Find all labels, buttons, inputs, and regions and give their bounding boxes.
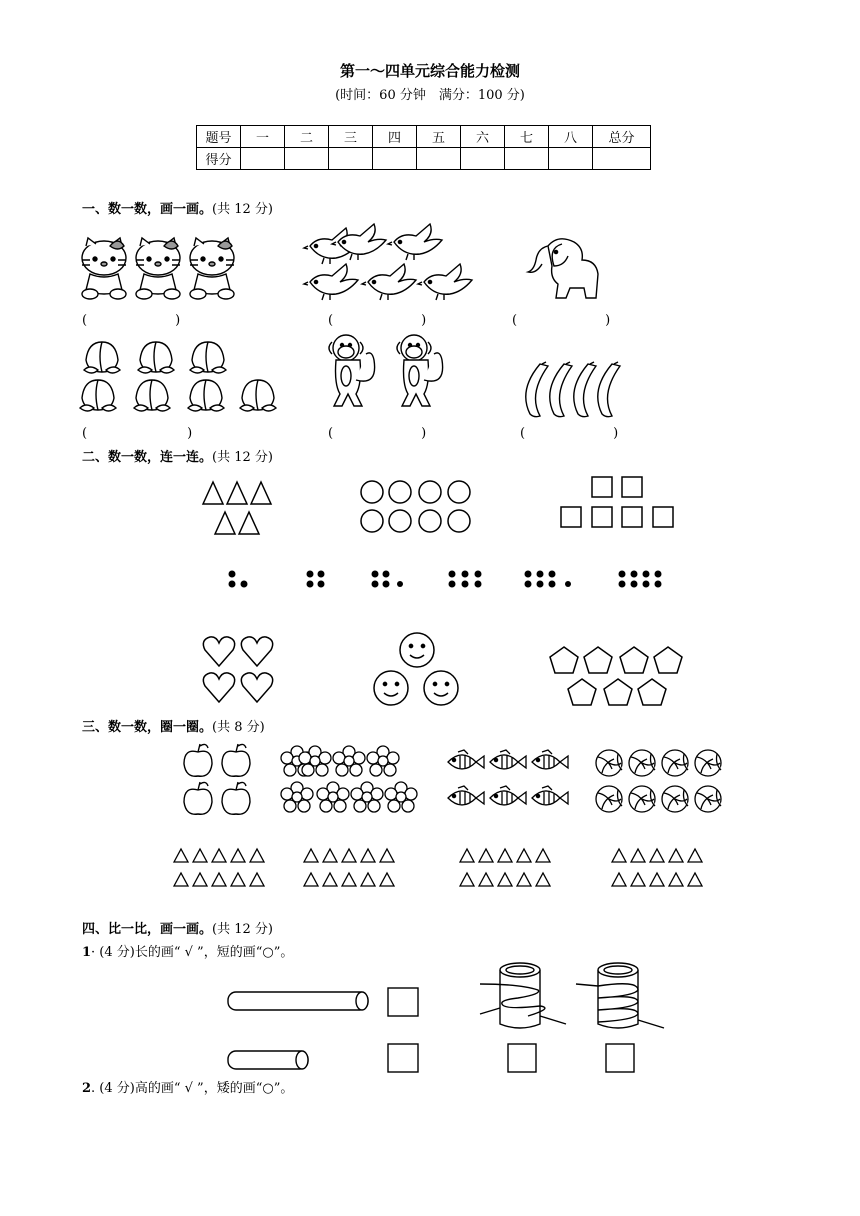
paren-close: ) — [421, 426, 427, 441]
compare-figures — [220, 958, 680, 1076]
triangle-shape — [239, 512, 259, 534]
answer-blank[interactable] — [512, 313, 610, 328]
banana-group — [524, 362, 640, 418]
heart-shape — [203, 673, 234, 702]
volleyball-icon — [596, 786, 622, 812]
paren-open: ( — [328, 313, 334, 328]
triangle-row[interactable] — [304, 873, 394, 886]
section-2-heading — [82, 446, 273, 465]
spool-few-turns-icon — [480, 963, 566, 1028]
section-3-heading — [82, 716, 265, 735]
circle-shape — [448, 510, 470, 532]
paren-open: ( — [328, 426, 334, 441]
flower-icon — [351, 782, 383, 812]
section-1-points: (共 12 分) — [212, 202, 273, 217]
answer-box[interactable] — [388, 1044, 418, 1072]
volleyball-icon — [596, 750, 622, 776]
volleyball-icon — [662, 786, 688, 812]
heart-group — [202, 634, 278, 710]
section-3-points: (共 8 分) — [212, 720, 265, 735]
apple-group — [180, 742, 260, 816]
fish-icon — [448, 786, 484, 805]
square-shape — [622, 507, 642, 527]
score-input-cell[interactable] — [461, 148, 505, 170]
fish-icon — [532, 750, 568, 769]
section-4-heading — [82, 918, 273, 937]
score-input-cell[interactable] — [373, 148, 417, 170]
dot-card-7[interactable] — [525, 571, 572, 588]
apple-icon — [184, 782, 212, 814]
pentagon-shape — [550, 647, 578, 673]
monkey-icon — [329, 335, 375, 406]
smiley-face-icon — [400, 633, 434, 667]
dot-cards[interactable] — [220, 564, 680, 594]
pentagon-shape — [654, 647, 682, 673]
pentagon-shape — [620, 647, 648, 673]
paren-close: ) — [421, 313, 427, 328]
fish-icon — [490, 750, 526, 769]
peach-group — [80, 334, 290, 420]
score-cell: 六 — [461, 126, 505, 148]
paren-open: ( — [82, 426, 88, 441]
page-title: 第一～四单元综合能力检测 — [339, 62, 520, 80]
volleyball-icon — [662, 750, 688, 776]
long-rod-icon — [228, 992, 368, 1010]
triangle-row[interactable] — [612, 873, 702, 886]
bird-icon — [388, 224, 442, 260]
answer-box[interactable] — [508, 1044, 536, 1072]
section-4-points: (共 12 分) — [212, 922, 273, 937]
banana-icon — [526, 362, 548, 417]
circle-shape — [419, 481, 441, 503]
paren-close: ) — [175, 313, 181, 328]
question-text: · (4 分)长的画“ √ ”，短的画“○”。 — [91, 945, 294, 960]
circle-shape — [361, 510, 383, 532]
bird-icon — [304, 264, 358, 300]
page-subtitle: (时间：60 分钟 满分：100 分) — [335, 88, 525, 103]
paren-close: ) — [187, 426, 193, 441]
fish-icon — [448, 750, 484, 769]
bird-group — [306, 226, 476, 302]
spool-many-turns-icon — [576, 963, 664, 1028]
question-number: 2 — [82, 1081, 92, 1096]
fish-icon — [532, 786, 568, 805]
score-table-score-row — [197, 148, 651, 170]
hello-kitty-group — [80, 236, 240, 304]
apple-icon — [222, 782, 250, 814]
volleyball-icon — [695, 750, 721, 776]
section-4-title: 四、比一比，画一画。 — [82, 922, 213, 937]
triangle-row[interactable] — [612, 849, 702, 862]
dot-card-8[interactable] — [619, 571, 662, 588]
score-cell: 一 — [241, 126, 285, 148]
short-rod-icon — [228, 1051, 308, 1069]
volleyball-group — [594, 748, 726, 816]
answer-blank[interactable] — [82, 426, 192, 441]
score-input-cell[interactable] — [329, 148, 373, 170]
section-1-title: 一、数一数，画一画。 — [82, 202, 213, 217]
dot-card-2[interactable] — [229, 571, 248, 588]
pentagon-shape — [584, 647, 612, 673]
answer-blank[interactable] — [328, 426, 426, 441]
peach-icon — [134, 380, 170, 411]
score-table-header-row — [197, 126, 651, 148]
hello-kitty-icon — [190, 238, 234, 299]
smiley-face-icon — [374, 671, 408, 705]
triangle-shape — [227, 482, 247, 504]
fish-icon — [490, 786, 526, 805]
bird-icon — [362, 264, 416, 300]
score-input-cell[interactable] — [285, 148, 329, 170]
pentagon-group — [548, 644, 690, 710]
hello-kitty-icon — [136, 238, 180, 299]
heart-shape — [203, 637, 234, 666]
score-cell: 题号 — [197, 126, 241, 148]
smiley-group — [372, 630, 462, 710]
heart-shape — [241, 637, 272, 666]
score-input-cell[interactable] — [549, 148, 593, 170]
flower-icon — [385, 782, 417, 812]
answer-box[interactable] — [606, 1044, 634, 1072]
section-2-title: 二、数一数，连一连。 — [82, 450, 213, 465]
score-label: 得分 — [197, 148, 241, 170]
question-4-2 — [82, 1077, 293, 1096]
fish-group — [444, 750, 574, 816]
circle-shape — [448, 481, 470, 503]
flower-icon — [299, 746, 331, 776]
square-shape — [653, 507, 673, 527]
question-number: 1 — [82, 945, 92, 960]
pentagon-shape — [604, 679, 632, 705]
score-cell: 八 — [549, 126, 593, 148]
peach-icon — [80, 380, 116, 411]
dot-card-6[interactable] — [449, 571, 482, 588]
score-input-cell[interactable] — [417, 148, 461, 170]
flower-icon — [333, 746, 365, 776]
score-cell: 三 — [329, 126, 373, 148]
peach-icon — [190, 342, 226, 373]
bird-icon — [418, 264, 472, 300]
peach-icon — [138, 342, 174, 373]
answer-blank[interactable] — [82, 313, 180, 328]
circle-triangles[interactable] — [170, 846, 730, 894]
paren-close: ) — [605, 313, 611, 328]
peach-icon — [240, 380, 276, 411]
triangle-row[interactable] — [304, 849, 394, 862]
section-3-title: 三、数一数，圈一圈。 — [82, 720, 213, 735]
triangle-shape — [203, 482, 223, 504]
score-cell: 五 — [417, 126, 461, 148]
circle-shape — [389, 510, 411, 532]
apple-icon — [222, 744, 250, 776]
paren-close: ) — [613, 426, 619, 441]
triangle-shape — [215, 512, 235, 534]
section-2-points: (共 12 分) — [212, 450, 273, 465]
score-cell: 总分 — [593, 126, 651, 148]
volleyball-icon — [629, 786, 655, 812]
flower-icon — [281, 782, 313, 812]
triangle-row[interactable] — [460, 849, 550, 862]
dot-card-4[interactable] — [307, 571, 325, 588]
pentagon-shape — [568, 679, 596, 705]
circle-shape — [389, 481, 411, 503]
triangle-row[interactable] — [460, 873, 550, 886]
paren-open: ( — [82, 313, 88, 328]
banana-icon — [550, 362, 572, 417]
score-cell: 四 — [373, 126, 417, 148]
flower-icon — [317, 782, 349, 812]
triangle-shape — [251, 482, 271, 504]
square-group — [558, 474, 682, 532]
score-table — [196, 125, 651, 170]
monkey-icon — [397, 335, 443, 406]
square-shape — [592, 507, 612, 527]
monkey-group — [324, 332, 464, 418]
triangle-row[interactable] — [174, 873, 264, 886]
triangle-row[interactable] — [174, 849, 264, 862]
banana-icon — [574, 362, 596, 417]
apple-icon — [184, 744, 212, 776]
circle-shape — [419, 510, 441, 532]
square-shape — [622, 477, 642, 497]
dot-card-5[interactable] — [372, 571, 404, 588]
score-input-cell[interactable] — [593, 148, 651, 170]
smiley-face-icon — [424, 671, 458, 705]
paren-open: ( — [512, 313, 518, 328]
volleyball-icon — [629, 750, 655, 776]
score-cell: 二 — [285, 126, 329, 148]
flower-icon — [367, 746, 399, 776]
triangle-group — [200, 478, 280, 536]
answer-blank[interactable] — [328, 313, 426, 328]
flower-group — [282, 746, 422, 816]
elephant-icon — [528, 232, 598, 302]
circle-group — [358, 478, 478, 538]
score-input-cell[interactable] — [241, 148, 285, 170]
answer-box[interactable] — [388, 988, 418, 1016]
question-text: . (4 分)高的画“ √ ”，矮的画“○”。 — [91, 1081, 294, 1096]
score-cell: 七 — [505, 126, 549, 148]
paren-open: ( — [520, 426, 526, 441]
hello-kitty-icon — [82, 238, 126, 299]
section-1-heading — [82, 198, 273, 217]
square-shape — [592, 477, 612, 497]
volleyball-icon — [695, 786, 721, 812]
circle-shape — [361, 481, 383, 503]
peach-icon — [188, 380, 224, 411]
banana-icon — [598, 362, 620, 417]
score-input-cell[interactable] — [505, 148, 549, 170]
heart-shape — [241, 673, 272, 702]
peach-icon — [84, 342, 120, 373]
answer-blank[interactable] — [520, 426, 618, 441]
square-shape — [561, 507, 581, 527]
pentagon-shape — [638, 679, 666, 705]
